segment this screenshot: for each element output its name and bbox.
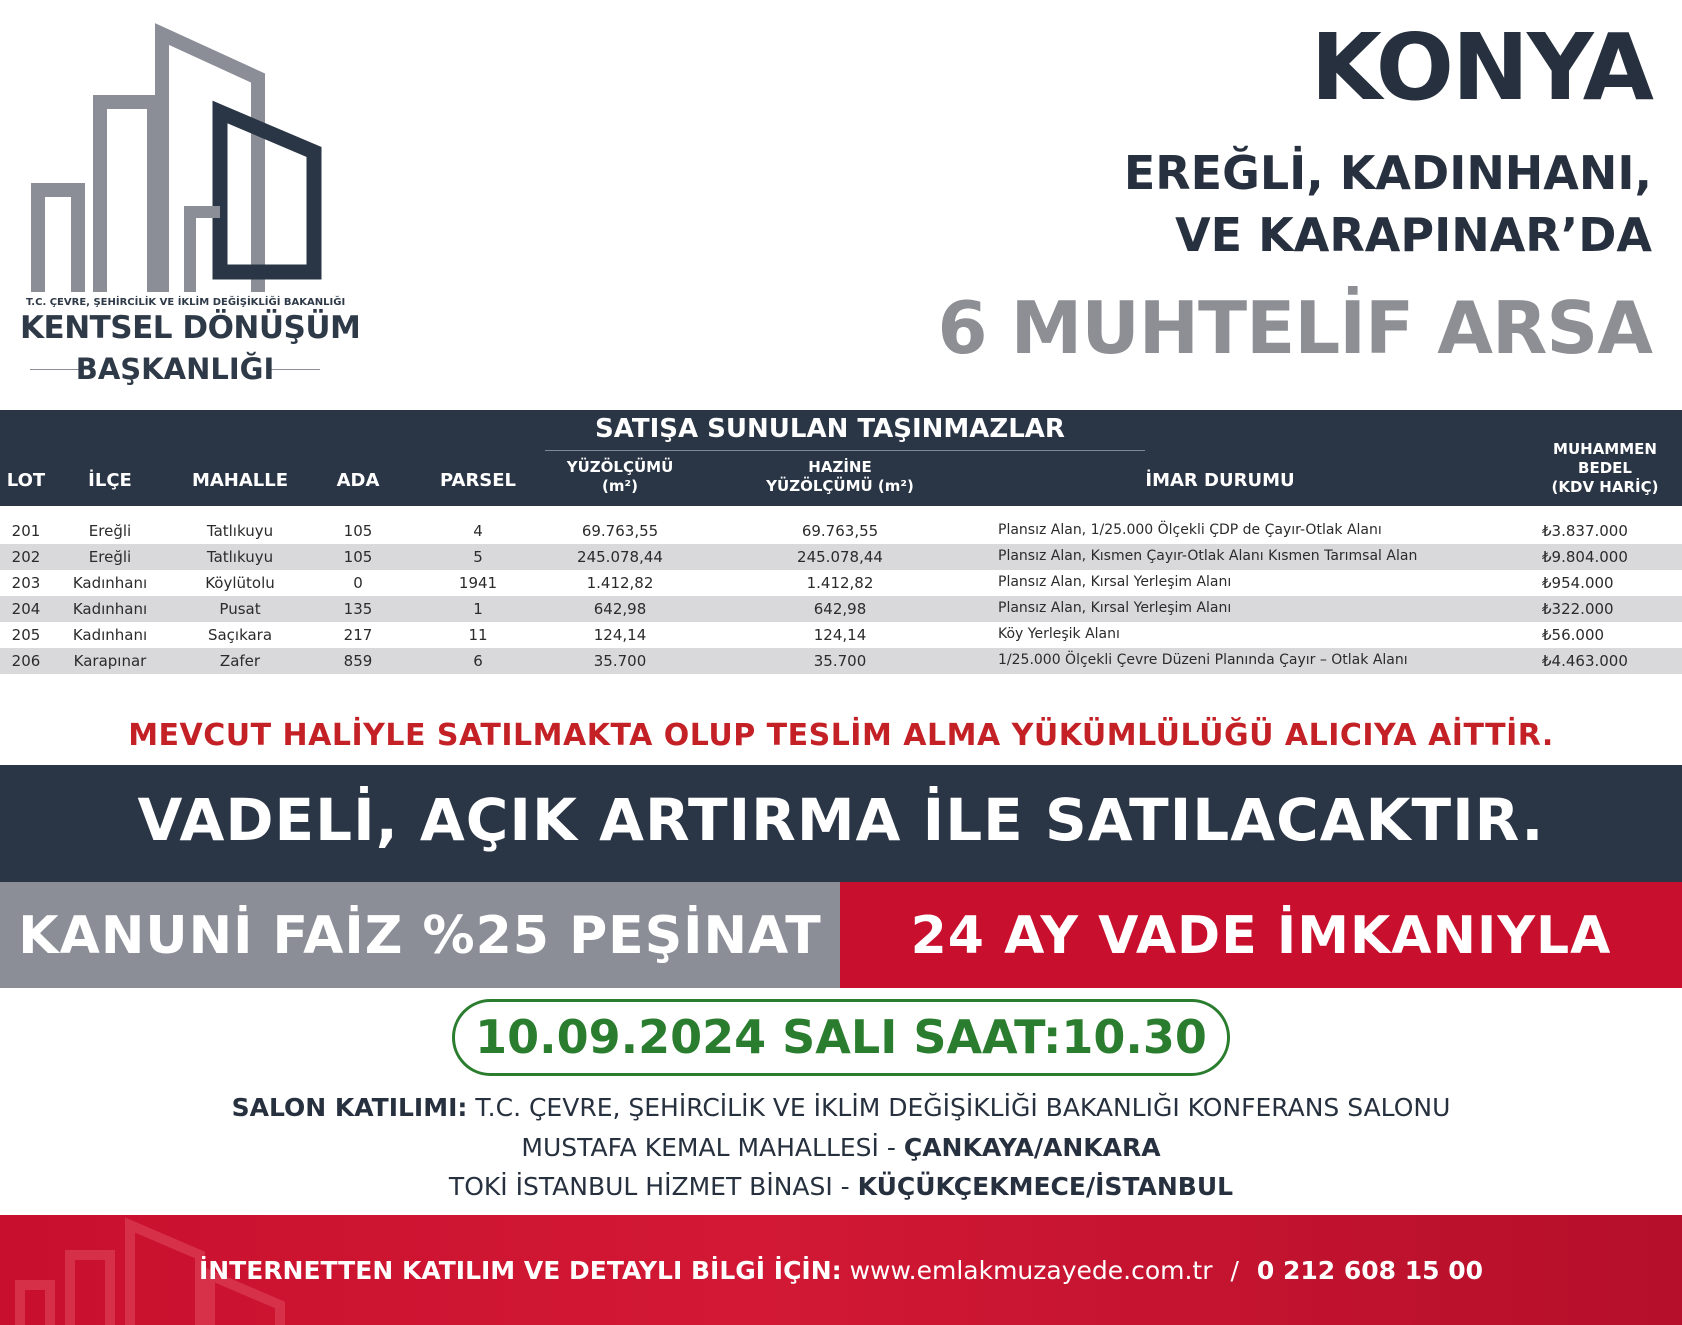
cell-lot: 206 [11, 652, 41, 670]
districts-line-2: VE KARAPINAR’DA [1175, 208, 1652, 262]
col-yuzolcumu-line2: (m²) [602, 477, 638, 495]
cell-imar: Plansız Alan, 1/25.000 Ölçekli ÇDP de Çayır-Otlak Alanı [998, 522, 1382, 538]
col-yuzolcumu [540, 458, 700, 496]
cell-ada: 0 [353, 574, 363, 592]
districts-line-1: EREĞLİ, KADINHANI, [1123, 146, 1652, 200]
col-hazine [740, 458, 940, 496]
col-hazine-line1: HAZİNE [808, 458, 872, 476]
cell-ada: 135 [343, 600, 373, 618]
col-bedel [1530, 440, 1680, 497]
cell-lot: 203 [11, 574, 41, 592]
districts-title [1124, 142, 1652, 266]
footer-separator: / [1230, 1256, 1239, 1285]
cell-imar: Köy Yerleşik Alanı [998, 626, 1120, 642]
venue-line-3 [0, 1172, 1682, 1201]
cell-ada: 217 [343, 626, 373, 644]
col-bedel-line2: BEDEL [1578, 459, 1632, 477]
col-ada: ADA [336, 470, 380, 491]
auction-date-text: 10.09.2024 SALI SAAT:10.30 [475, 1010, 1207, 1064]
cell-ilce: Karapınar [73, 652, 147, 670]
table-row [0, 544, 1682, 570]
cell-hazine: 642,98 [813, 600, 867, 618]
cell-yuzolcumu: 642,98 [593, 600, 647, 618]
cell-hazine: 245.078,44 [797, 548, 883, 566]
cell-bedel: ₺954.000 [1542, 574, 1614, 592]
cell-yuzolcumu: 69.763,55 [581, 522, 659, 540]
col-ilce: İLÇE [88, 470, 132, 491]
city-title: KONYA [1310, 14, 1652, 121]
cell-bedel: ₺56.000 [1542, 626, 1605, 644]
cell-yuzolcumu: 124,14 [593, 626, 647, 644]
cell-ilce: Kadınhanı [72, 574, 148, 592]
term-text: 24 AY VADE İMKANIYLA [910, 906, 1612, 966]
venue-istanbul-place: TOKİ İSTANBUL HİZMET BİNASI - [448, 1172, 850, 1201]
cell-ada: 859 [343, 652, 373, 670]
cell-lot: 205 [11, 626, 41, 644]
cell-bedel: ₺3.837.000 [1542, 522, 1628, 540]
venue-ankara-city: ÇANKAYA/ANKARA [903, 1133, 1161, 1162]
venue-hall: T.C. ÇEVRE, ŞEHİRCİLİK VE İKLİM DEĞİŞİKLİĞİ BAKANLIĞI KONFERANS SALONU [475, 1093, 1451, 1122]
cell-mahalle: Pusat [219, 600, 261, 618]
cell-mahalle: Köylütolu [205, 574, 275, 592]
table-row [0, 622, 1682, 648]
cell-parsel: 6 [473, 652, 483, 670]
logo-subtitle: BAŞKANLIĞI [75, 352, 275, 386]
downpayment-text: KANUNİ FAİZ %25 PEŞİNAT [18, 906, 822, 966]
col-mahalle: MAHALLE [191, 470, 289, 491]
table-header [0, 410, 1682, 506]
cell-mahalle: Tatlıkuyu [206, 548, 274, 566]
table-row [0, 570, 1682, 596]
venue-line-2 [0, 1133, 1682, 1162]
logo-building-mid [100, 102, 154, 292]
cell-parsel: 1 [473, 600, 483, 618]
cell-ada: 105 [343, 548, 373, 566]
cell-hazine: 1.412,82 [806, 574, 874, 592]
col-yuzolcumu-line1: YÜZÖLÇÜMÜ [566, 458, 674, 476]
cell-parsel: 5 [473, 548, 483, 566]
cell-mahalle: Zafer [219, 652, 261, 670]
cell-ada: 105 [343, 522, 373, 540]
cell-parsel: 4 [473, 522, 483, 540]
cell-mahalle: Tatlıkuyu [206, 522, 274, 540]
footer-label: İNTERNETTEN KATILIM VE DETAYLI BİLGİ İÇİN: [198, 1256, 842, 1285]
cell-imar: Plansız Alan, Kırsal Yerleşim Alanı [998, 600, 1232, 616]
cell-bedel: ₺4.463.000 [1542, 652, 1628, 670]
table-group-divider [545, 450, 1145, 451]
parcel-count-title: 6 MUHTELİF ARSA [937, 286, 1652, 370]
table-group-title: SATIŞA SUNULAN TAŞINMAZLAR [595, 414, 1065, 444]
as-is-notice: MEVCUT HALİYLE SATILMAKTA OLUP TESLİM ALMA YÜKÜMLÜLÜĞÜ ALICIYA AİTTİR. [128, 718, 1554, 753]
venue-istanbul-city: KÜÇÜKÇEKMECE/İSTANBUL [857, 1172, 1234, 1201]
cell-bedel: ₺322.000 [1542, 600, 1614, 618]
venue-ankara-place: MUSTAFA KEMAL MAHALLESİ - [521, 1133, 896, 1162]
footer-contact [0, 1256, 1682, 1285]
logo-ministry-text: T.C. ÇEVRE, ŞEHİRCİLİK VE İKLİM DEĞİŞİKLİĞİ BAKANLIĞI [26, 297, 346, 308]
cell-lot: 202 [11, 548, 41, 566]
col-imar: İMAR DURUMU [1145, 470, 1295, 491]
cell-lot: 204 [11, 600, 41, 618]
sale-method-text: VADELİ, AÇIK ARTIRMA İLE SATILACAKTIR. [137, 786, 1545, 854]
cell-yuzolcumu: 35.700 [593, 652, 647, 670]
kentsel-donusum-logo [22, 22, 342, 292]
table-row [0, 596, 1682, 622]
logo-subtitle-wrap [30, 352, 320, 388]
col-bedel-line1: MUHAMMEN [1553, 440, 1657, 458]
col-lot: LOT [6, 470, 46, 491]
cell-yuzolcumu: 1.412,82 [586, 574, 654, 592]
cell-ilce: Ereğli [88, 522, 132, 540]
footer-website[interactable]: www.emlakmuzayede.com.tr [849, 1256, 1213, 1285]
footer-phone[interactable]: 0 212 608 15 00 [1256, 1256, 1484, 1285]
cell-lot: 201 [11, 522, 41, 540]
cell-mahalle: Saçıkara [207, 626, 273, 644]
venue-label: SALON KATILIMI: [231, 1093, 468, 1122]
logo-building-left [38, 190, 78, 292]
col-hazine-line2: YÜZÖLÇÜMÜ (m²) [766, 477, 914, 495]
cell-ilce: Kadınhanı [72, 600, 148, 618]
venue-line-1 [0, 1093, 1682, 1122]
cell-parsel: 1941 [458, 574, 498, 592]
cell-imar: Plansız Alan, Kırsal Yerleşim Alanı [998, 574, 1232, 590]
cell-parsel: 11 [468, 626, 488, 644]
cell-bedel: ₺9.804.000 [1542, 548, 1628, 566]
col-bedel-line3: (KDV HARİÇ) [1551, 478, 1659, 496]
cell-hazine: 69.763,55 [801, 522, 879, 540]
logo-building-tall [162, 34, 258, 292]
table-row [0, 518, 1682, 544]
cell-hazine: 35.700 [813, 652, 867, 670]
col-parsel: PARSEL [439, 470, 517, 491]
cell-ilce: Kadınhanı [72, 626, 148, 644]
table-row [0, 648, 1682, 674]
cell-ilce: Ereğli [88, 548, 132, 566]
logo-title: KENTSEL DÖNÜŞÜM [20, 310, 361, 346]
cell-imar: 1/25.000 Ölçekli Çevre Düzeni Planında Çayır – Otlak Alanı [998, 652, 1408, 668]
cell-yuzolcumu: 245.078,44 [577, 548, 663, 566]
cell-hazine: 124,14 [813, 626, 867, 644]
cell-imar: Plansız Alan, Kısmen Çayır-Otlak Alanı Kısmen Tarımsal Alan [998, 548, 1418, 564]
logo-building-dark [220, 112, 314, 272]
